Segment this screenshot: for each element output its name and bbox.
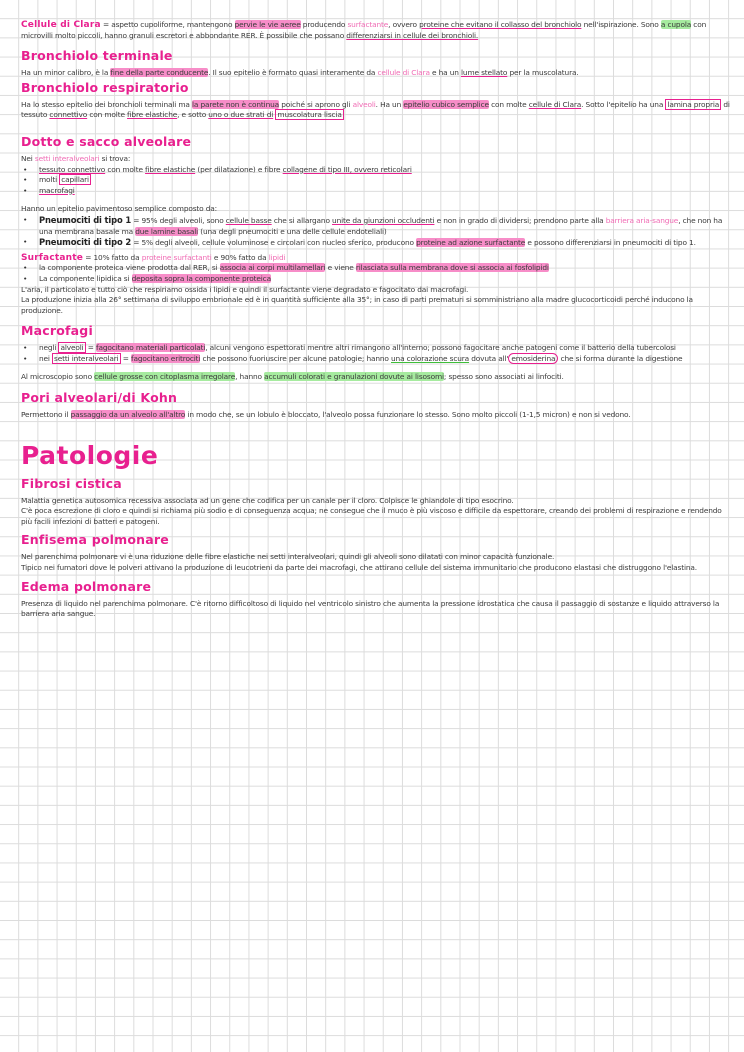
boxed-term: muscolatura liscia [277,110,342,120]
underlined: unite da giunzioni occludenti [332,215,435,225]
text: negli [39,343,59,353]
heading-macrofagi: Macrofagi [21,323,93,339]
highlight: passaggio da un alveolo all'altro [70,410,186,420]
text: = 95% degli alveoli, sono [131,215,226,225]
text: . Sotto l'epitelio ha una [581,99,666,109]
text: con molte [105,164,146,174]
text: poiché si aprono gli [279,99,353,109]
list-item [39,354,733,365]
text: e 90% fatto da [211,252,269,262]
text: = [120,353,132,363]
fibrosi-p2: C'è poca escrezione di cloro e quindi si richiama più sodio e di conseguenza acqua; ne consegue che il muco è più viscoso e difficile da espettorare, creando dei problemi di respirazione e rendendo più facili infezioni di batteri e patogeni. [21,506,722,526]
heading-edema: Edema polmonare [21,578,152,594]
text: , alcuni vengono espettorati mentre altri rimangono all'interno; possono fagocitare anche patogeni come il batterio della tubercolosi [205,343,676,353]
text: = 10% fatto da [83,252,142,262]
pneumociti-list [21,215,733,249]
surfactante-list [21,263,733,284]
boxed-term: lamina propria [667,99,720,109]
text: e viene [325,263,356,273]
pink-term: alveoli [352,99,376,109]
heading-pori: Pori alveolari/di Kohn [21,390,178,406]
dotto-intro [21,154,733,165]
pink-term: barriera aria-sangue [605,215,679,225]
pink-term: setti interalveolari [34,153,100,163]
text: , che non ha una membrana basale ma [39,215,723,236]
respiratorio-paragraph [21,100,733,121]
text: che si allargano [271,215,333,225]
surfactante-title: Surfactante [21,252,84,263]
list-item [39,215,733,237]
text: di tessuto [21,99,730,120]
highlight: pervie le vie aeree [234,20,301,29]
text: si trova: [99,153,131,163]
heading-bronchiolo-respiratorio: Bronchiolo respiratorio [21,79,189,95]
pink-term: surfactante [347,20,389,29]
pori-paragraph [21,410,733,421]
text: con molte [488,99,529,109]
text: e ha un [429,68,462,78]
text: = [85,343,97,353]
underlined: differenziarsi in cellule dei bronchioli. [346,30,479,40]
text: , hanno [235,372,265,382]
heading-fibrosi: Fibrosi cistica [21,475,122,491]
green-highlight: cellule grosse con citoplasma irregolare [94,372,236,382]
text: che possono fuoriuscire per alcune patologie; hanno [200,353,392,363]
text: ; spesso sono associati ai linfociti. [443,372,564,382]
edema-p1: Presenza di liquido nel parenchima polmonare. C'è ritorno difficoltoso di liquido nel ventricolo sinistro che aumenta la pressione idrostatica che causa il passaggio di sostanze e liquido attraverso la barriera aria sangue. [21,598,720,619]
underlined: lume stellato [461,68,508,78]
circled-term: emosiderina [508,353,558,364]
list-item [39,263,733,274]
enfisema-p1: Nel parenchima polmonare vi è una riduzione delle fibre elastiche nei setti interalveolari, quindi gli alveoli sono dilatati con minor capacità funzionale. [21,552,555,562]
text: Al microscopio sono [21,372,95,382]
text: la componente proteica viene prodotta dal RER, si [39,263,220,273]
highlight: epitelio cubico semplice [403,99,489,109]
highlight: deposita sopra la componente proteica [131,273,271,283]
text: Nei [21,153,35,163]
text: . Il suo epitelio è formato quasi interamente da [208,68,378,78]
heading-patologie: Patologie [21,440,159,470]
macrofagi-list [21,343,733,364]
highlight: rilasciata sulla membrana dove si associa ai fosfolipidi [355,263,549,273]
text: Permettono il [21,410,71,420]
macrofagi-microscopio [21,372,733,383]
text: . Ha un [375,99,404,109]
text: nell'ispirazione. Sono [581,20,661,29]
pink-term: cellule di Clara [377,68,430,78]
terminale-paragraph [21,68,733,79]
surfactante-note-a: L'aria, il particolato e tutto ciò che respiriamo ossida i lipidi e quindi il surfactante viene degradato e fagocitato dai macrofagi. [21,284,469,294]
list-item [39,237,733,249]
surfactante-note-b: La produzione inizia alla 26° settimana di sviluppo embrionale ed è in quantità sufficiente alla 35°; in caso di parti prematuri si somministriano alla madre glucocorticoidi perché inducono la produzione. [21,295,693,315]
heading-bronchiolo-terminale: Bronchiolo terminale [21,48,173,64]
green-highlight: a cupola [660,20,692,29]
text: che si forma durante la digestione [558,353,683,363]
text: Ha lo stesso epitelio dei bronchioli terminali ma [21,99,192,109]
text: molti [39,175,60,185]
text: dovuta all' [469,353,509,363]
highlight: due lamine basali [135,226,199,236]
green-underlined: una colorazione scura [391,353,470,363]
text: con microvilli molto piccoli, hanno granuli escretori e abbondante RER. È possibile che possano [21,20,707,40]
highlight: fine della parte conducente [110,68,209,78]
underlined: collagene di tipo III, ovvero reticolari [282,164,412,174]
text: = 5% degli alveoli, cellule voluminose e circolari con nucleo sferico, producono [131,238,417,248]
text: e non in grado di dividersi; prendono parte alla [434,215,606,225]
boxed-term: setti interalveolari [54,353,119,363]
list-item [39,274,733,285]
underlined: cellule basse [225,215,272,225]
pneumociti-2-title: Pneumociti di tipo 2 [39,237,131,248]
text: in modo che, se un lobulo è bloccato, l'alveolo possa funzionare lo stesso. Sono molto piccoli (1-1,5 micron) e non si vedono. [185,410,631,420]
text: e possono differenziarsi in pneumociti di tipo 1. [525,238,696,248]
highlight: la parete non è continua [192,99,280,109]
list-item [39,343,733,354]
text: La componente lipidica si [39,273,132,283]
pneumociti-1-title: Pneumociti di tipo 1 [39,214,131,225]
heading-dotto-sacco: Dotto e sacco alveolare [21,133,192,149]
underlined: proteine che evitano il collasso del bronchiolo [419,20,582,29]
text: (per dilatazione) e fibre [195,164,283,174]
surfactante-paragraph [21,253,733,264]
list-item [39,165,733,176]
enfisema-p2: Tipico nei fumatori dove le polveri attivano la produzione di leucotrieni da parte dei macrofagi, che attirano cellule del sistema immunitario che producono elastasi che distruggono l'elastina. [21,563,698,573]
highlight: proteine ad azione surfactante [416,238,526,248]
text: (una degli pneumociti e una delle cellule endoteliali) [198,226,387,236]
epitelio-intro: Hanno un epitelio pavimentoso semplice composto da: [21,204,218,214]
underlined: fibre elastiche [127,110,178,120]
list-item [39,175,733,186]
pink-term: lipidi [268,252,286,262]
underlined: connettivo [49,110,88,120]
text: , ovvero [388,20,420,29]
text: con molte [87,110,128,120]
underlined: macrofagi [39,185,75,195]
boxed-term: capillari [61,175,89,185]
text: Ha un minor calibro, è la [21,68,111,78]
text: producendo [300,20,348,29]
underlined: uno o due strati di [208,110,274,120]
highlight: fagocitano eritrociti [131,353,201,363]
underlined: cellule di Clara [528,99,582,109]
green-highlight: accumuli colorati e granulazioni dovute ai lisosomi [264,372,444,382]
underlined: fibre elastiche [145,164,196,174]
highlight: associa ai corpi multilamellari [219,263,326,273]
clara-title: Cellule di Clara [21,20,101,30]
fibrosi-p1: Malattia genetica autosomica recessiva associata ad un gene che codifica per un canale per il cloro. Colpisce le ghiandole di tipo esocrino. [21,495,514,505]
list-item [39,186,733,197]
setti-list [21,165,733,197]
notes-page [21,20,733,620]
text: , e sotto [177,110,209,120]
text: nei [39,353,53,363]
highlight: fagocitano materiali particolati [96,343,206,353]
text: per la muscolatura. [507,68,579,78]
heading-enfisema: Enfisema polmonare [21,532,169,548]
pink-term: proteine surfactanti [141,252,212,262]
boxed-term: alveoli [60,343,84,353]
underlined: tessuto connettivo [39,164,106,174]
clara-paragraph [21,20,733,41]
text: = aspetto cupoliforme, mantengono [100,20,235,29]
